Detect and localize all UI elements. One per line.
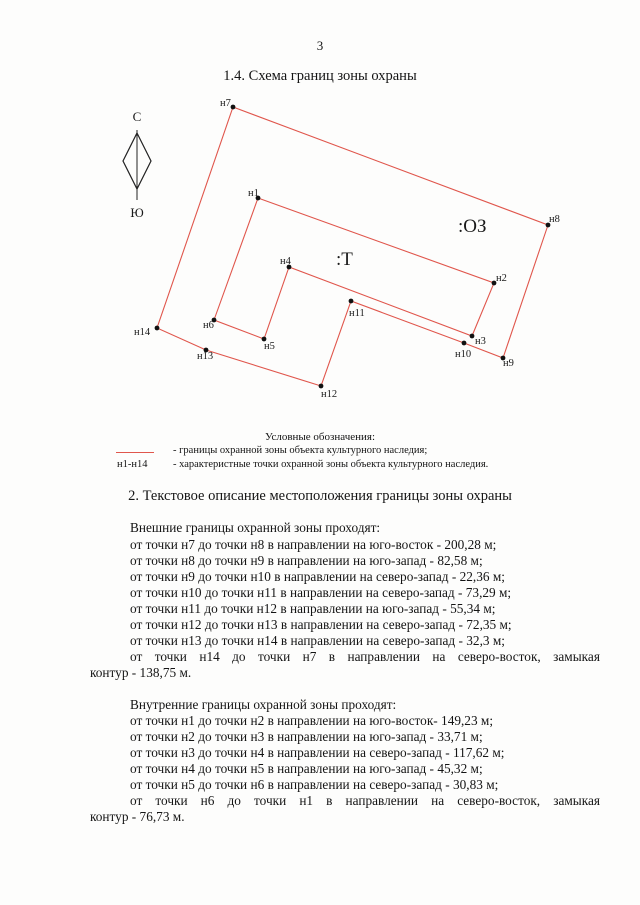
outer-line: от точки н13 до точки н14 в направлении на северо-запад - 32,3 м; bbox=[130, 633, 505, 648]
compass-north-label: С bbox=[132, 109, 142, 124]
compass-icon bbox=[123, 109, 151, 220]
point-n10-label: н10 bbox=[455, 349, 472, 360]
point-n10-marker bbox=[462, 341, 467, 346]
point-n8-label: н8 bbox=[549, 214, 560, 225]
outer-boundary-line bbox=[157, 107, 548, 386]
point-n3-marker bbox=[470, 334, 475, 339]
inner-line: от точки н5 до точки н6 в направлении на северо-запад - 30,83 м; bbox=[130, 777, 499, 792]
point-n6-label: н6 bbox=[203, 320, 214, 331]
inner-last-line: от точки н6 до точки н1 в направлении на северо-восток, замыкая bbox=[130, 793, 600, 808]
point-n5-label: н5 bbox=[264, 341, 275, 352]
legend-line-symbol bbox=[116, 452, 154, 453]
point-n2-label: н2 bbox=[496, 273, 507, 284]
point-n14-label: н14 bbox=[134, 327, 151, 338]
outer-line: от точки н7 до точки н8 в направлении на юго-восток - 200,28 м; bbox=[130, 537, 497, 552]
outer-intro: Внешние границы охранной зоны проходят: bbox=[130, 520, 381, 535]
inner-line: от точки н2 до точки н3 в направлении на юго-запад - 33,71 м; bbox=[130, 729, 483, 744]
point-n7-label: н7 bbox=[220, 98, 231, 109]
legend-item-points: - характеристные точки охранной зоны объекта культурного наследия. bbox=[173, 459, 489, 470]
inner-line: от точки н4 до точки н5 в направлении на юго-запад - 45,32 м; bbox=[130, 761, 483, 776]
outer-line: от точки н12 до точки н13 в направлении на северо-запад - 72,35 м; bbox=[130, 617, 512, 632]
outer-line: от точки н9 до точки н10 в направлении на северо-запад - 22,36 м; bbox=[130, 569, 505, 584]
point-n12-label: н12 bbox=[321, 389, 338, 400]
inner-intro: Внутренние границы охранной зоны проходят: bbox=[130, 697, 397, 712]
point-n7-marker bbox=[231, 105, 236, 110]
outer-line: от точки н10 до точки н11 в направлении на северо-запад - 73,29 м; bbox=[130, 585, 512, 600]
point-n4-label: н4 bbox=[280, 256, 291, 267]
point-n9-label: н9 bbox=[503, 358, 514, 369]
outer-last-line: от точки н14 до точки н7 в направлении на северо-восток, замыкая bbox=[130, 649, 600, 664]
point-n11-marker bbox=[349, 299, 354, 304]
point-n14-marker bbox=[155, 326, 160, 331]
point-n12-marker bbox=[319, 384, 324, 389]
inner-line: от точки н3 до точки н4 в направлении на северо-запад - 117,62 м; bbox=[130, 745, 505, 760]
legend-title: Условные обозначения: bbox=[264, 431, 376, 443]
outer-line: от точки н11 до точки н12 в направлении на юго-запад - 55,34 м; bbox=[130, 601, 496, 616]
page-number: 3 bbox=[316, 38, 324, 53]
scheme-title: 1.4. Схема границ зоны охраны bbox=[223, 68, 417, 84]
inner-last-tail: контур - 76,73 м. bbox=[90, 809, 185, 824]
boundary-scheme bbox=[0, 0, 640, 420]
section-2-title: 2. Текстовое описание местоположения границы зоны охраны bbox=[128, 488, 512, 504]
outer-line: от точки н8 до точки н9 в направлении на юго-запад - 82,58 м; bbox=[130, 553, 483, 568]
outer-last-tail: контур - 138,75 м. bbox=[90, 665, 192, 680]
zone-oz-label: :ОЗ bbox=[458, 216, 487, 237]
zone-t-label: :Т bbox=[336, 249, 353, 270]
point-n13-label: н13 bbox=[197, 351, 214, 362]
inner-line: от точки н1 до точки н2 в направлении на юго-восток- 149,23 м; bbox=[130, 713, 494, 728]
compass-south-label: Ю bbox=[130, 205, 144, 220]
point-n11-label: н11 bbox=[349, 308, 365, 319]
point-n3-label: н3 bbox=[475, 336, 486, 347]
legend-symbol-points: н1-н14 bbox=[117, 459, 148, 470]
legend-item-boundary: - границы охранной зоны объекта культурного наследия; bbox=[173, 445, 428, 456]
point-n1-label: н1 bbox=[248, 188, 259, 199]
